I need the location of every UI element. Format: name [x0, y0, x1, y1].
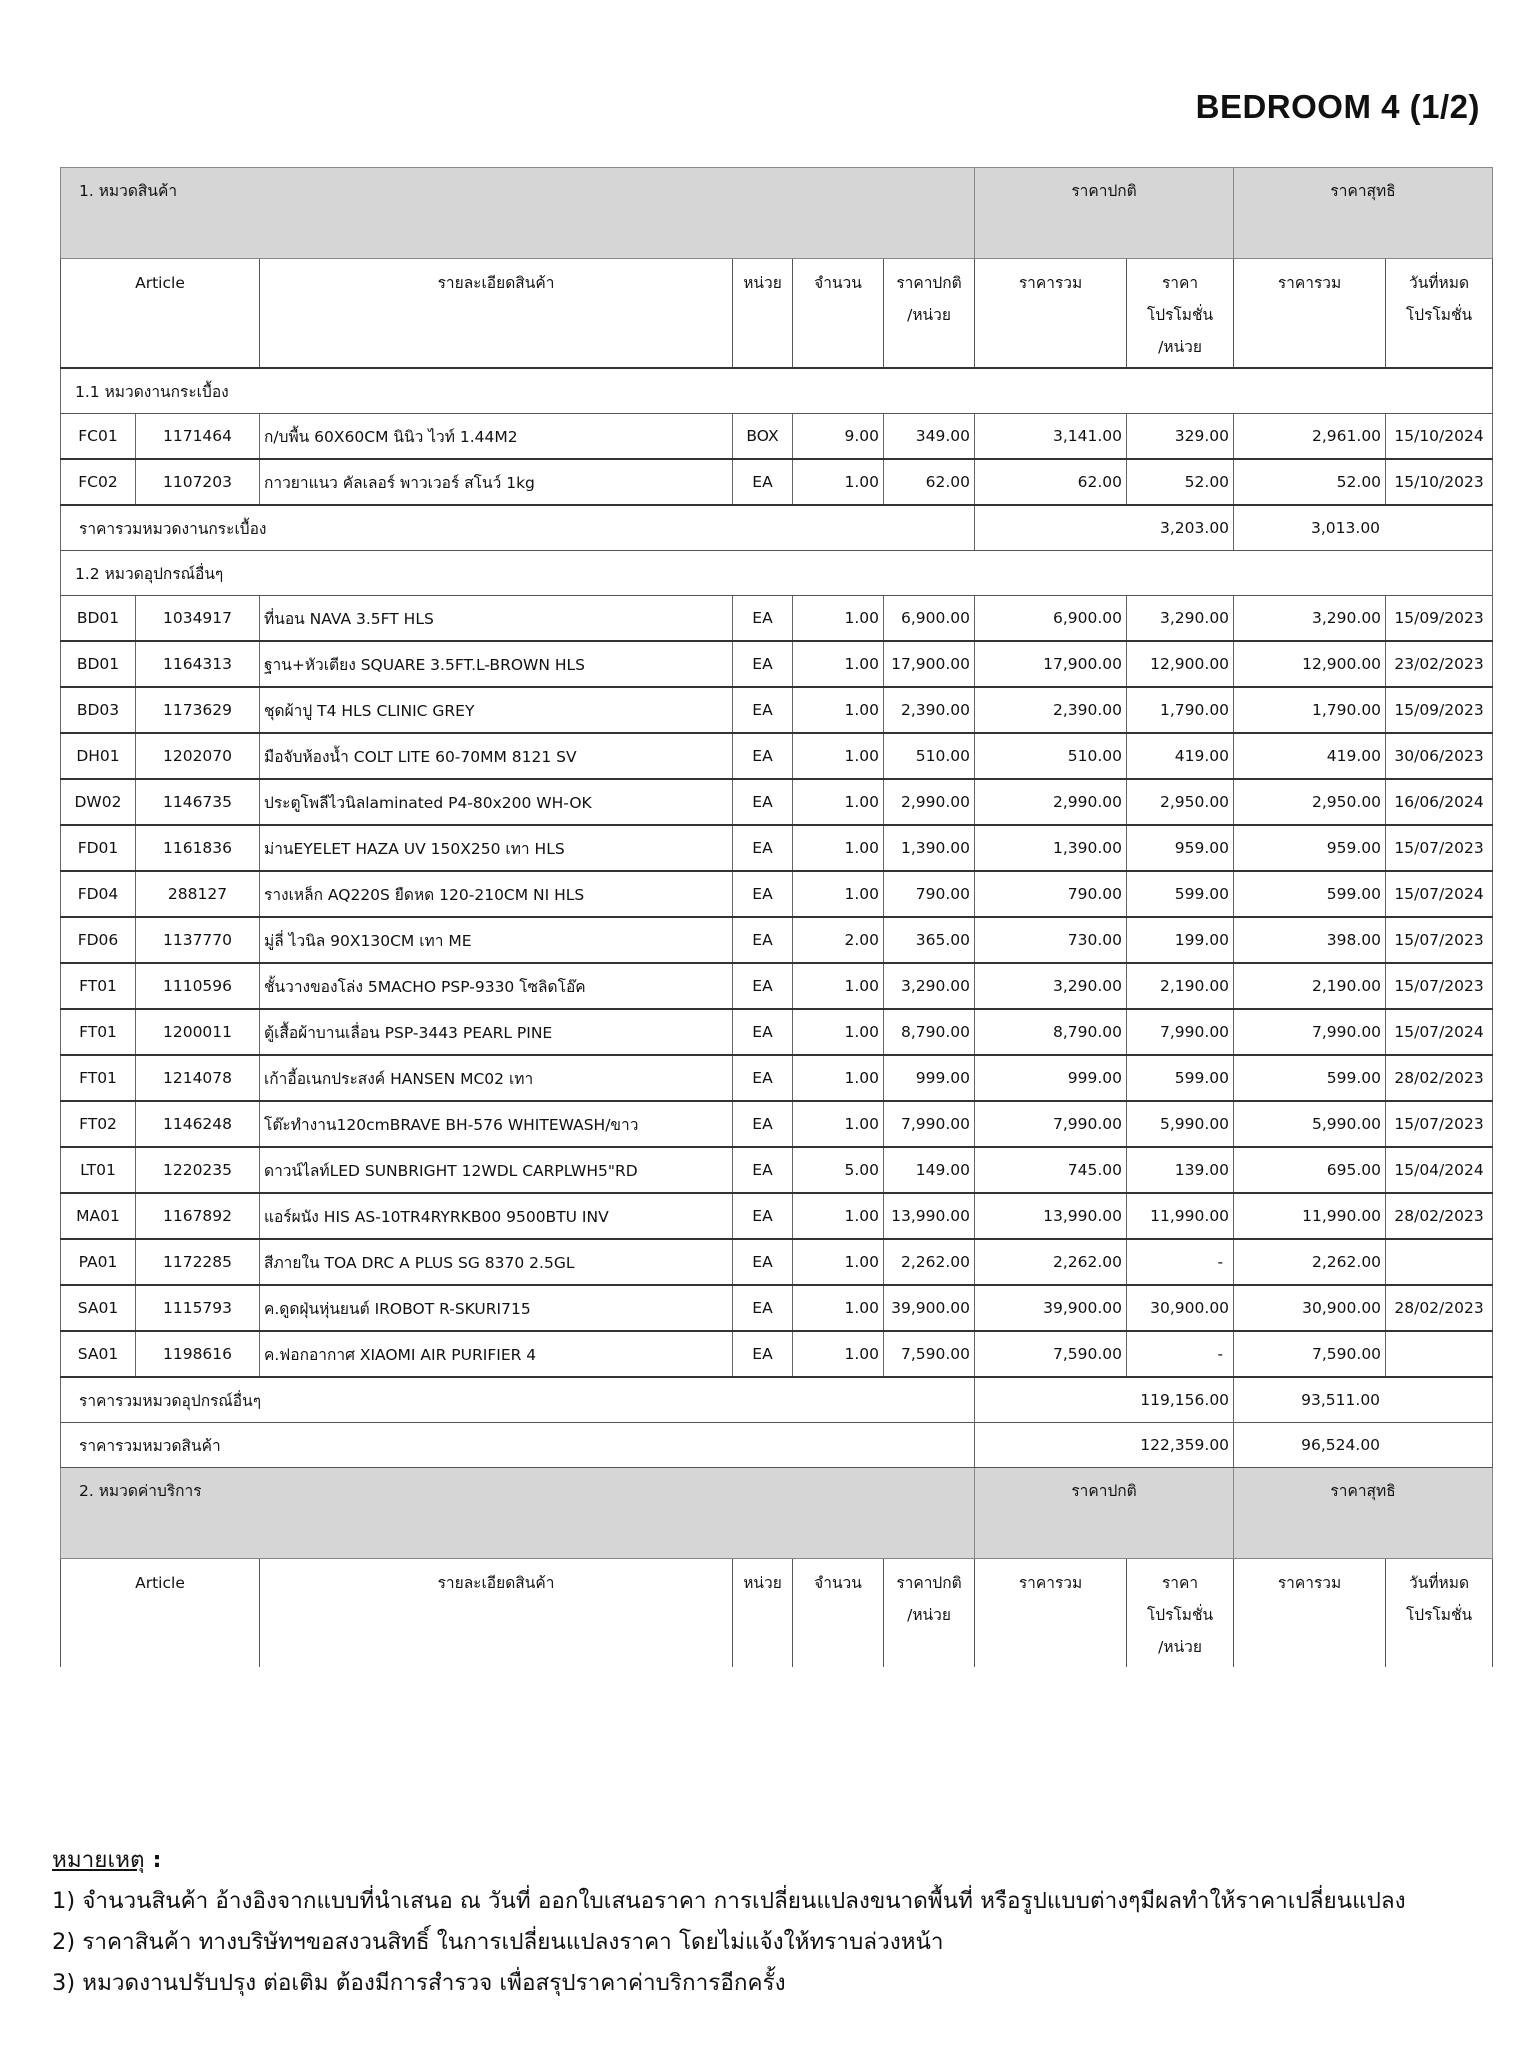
col-article: Article — [61, 259, 260, 369]
item-description: ค.ดูดฝุ่นหุ่นยนต์ IROBOT R-SKURI715 — [260, 1285, 733, 1331]
item-promo-price: 419.00 — [1127, 733, 1234, 779]
item-unit: EA — [733, 963, 793, 1009]
grand-total-row — [61, 1423, 1493, 1468]
article-number: 1220235 — [136, 1147, 260, 1193]
col-net-total: ราคารวม — [1234, 1559, 1386, 1668]
item-promo-end — [1386, 1239, 1493, 1285]
item-description: ตู้เสื้อผ้าบานเลื่อน PSP-3443 PEARL PINE — [260, 1009, 733, 1055]
item-promo-end: 15/10/2023 — [1386, 459, 1493, 505]
item-description: ค.ฟอกอากาศ XIAOMI AIR PURIFIER 4 — [260, 1331, 733, 1377]
item-description: แอร์ผนัง HIS AS-10TR4RYRKB00 9500BTU INV — [260, 1193, 733, 1239]
item-promo-price: 5,990.00 — [1127, 1101, 1234, 1147]
item-total: 790.00 — [975, 871, 1127, 917]
item-unit-price: 3,290.00 — [884, 963, 975, 1009]
item-unit: EA — [733, 459, 793, 505]
col-qty: จำนวน — [793, 259, 884, 369]
item-qty: 1.00 — [793, 459, 884, 505]
item-description: โต๊ะทำงาน120cmBRAVE BH-576 WHITEWASH/ขาว — [260, 1101, 733, 1147]
item-description: ฐาน+หัวเตียง SQUARE 3.5FT.L-BROWN HLS — [260, 641, 733, 687]
item-qty: 1.00 — [793, 1331, 884, 1377]
category-row-equipment — [61, 551, 1493, 596]
item-unit: EA — [733, 825, 793, 871]
item-unit-price: 2,262.00 — [884, 1239, 975, 1285]
item-promo-end: 15/10/2024 — [1386, 414, 1493, 460]
item-net-total: 30,900.00 — [1234, 1285, 1386, 1331]
item-unit-price: 62.00 — [884, 459, 975, 505]
item-total: 7,990.00 — [975, 1101, 1127, 1147]
item-unit: EA — [733, 779, 793, 825]
item-promo-price: 30,900.00 — [1127, 1285, 1234, 1331]
col-promo-price: ราคา โปรโมชั่น /หน่วย — [1127, 1559, 1234, 1668]
item-unit: EA — [733, 1331, 793, 1377]
col-description: รายละเอียดสินค้า — [260, 259, 733, 369]
item-promo-price: 11,990.00 — [1127, 1193, 1234, 1239]
article-number: 1202070 — [136, 733, 260, 779]
item-code: FD04 — [61, 871, 136, 917]
item-unit-price: 2,990.00 — [884, 779, 975, 825]
item-unit-price: 39,900.00 — [884, 1285, 975, 1331]
subtotal-label: ราคารวมหมวดอุปกรณ์อื่นๆ — [61, 1377, 975, 1423]
subtotal-total: 119,156.00 — [975, 1377, 1234, 1423]
article-number: 1115793 — [136, 1285, 260, 1331]
item-net-total: 11,990.00 — [1234, 1193, 1386, 1239]
item-unit-price: 13,990.00 — [884, 1193, 975, 1239]
item-description: ก/บพื้น 60X60CM นินิว ไวท์ 1.44M2 — [260, 414, 733, 460]
item-unit-price: 8,790.00 — [884, 1009, 975, 1055]
notes — [52, 1840, 1406, 2004]
item-promo-end: 15/07/2024 — [1386, 871, 1493, 917]
item-unit: EA — [733, 641, 793, 687]
item-total: 999.00 — [975, 1055, 1127, 1101]
item-promo-price: 959.00 — [1127, 825, 1234, 871]
item-qty: 1.00 — [793, 1193, 884, 1239]
item-unit: EA — [733, 917, 793, 963]
section-header-services — [61, 1468, 1493, 1559]
item-qty: 1.00 — [793, 1055, 884, 1101]
article-number: 1161836 — [136, 825, 260, 871]
item-code: FT01 — [61, 1055, 136, 1101]
col-article: Article — [61, 1559, 260, 1668]
item-unit-price: 365.00 — [884, 917, 975, 963]
item-net-total: 2,961.00 — [1234, 414, 1386, 460]
item-qty: 1.00 — [793, 871, 884, 917]
subtotal-total: 3,203.00 — [975, 505, 1234, 551]
page-title: BEDROOM 4 (1/2) — [1195, 88, 1480, 125]
net-price-heading: ราคาสุทธิ — [1234, 168, 1493, 259]
table-row — [61, 459, 1493, 505]
item-promo-end: 15/07/2023 — [1386, 825, 1493, 871]
item-unit-price: 7,590.00 — [884, 1331, 975, 1377]
item-promo-end: 15/09/2023 — [1386, 596, 1493, 642]
item-promo-end: 15/07/2024 — [1386, 1009, 1493, 1055]
col-unit: หน่วย — [733, 259, 793, 369]
item-code: MA01 — [61, 1193, 136, 1239]
column-header-row — [61, 1559, 1493, 1668]
table-row — [61, 1009, 1493, 1055]
item-qty: 1.00 — [793, 596, 884, 642]
item-code: PA01 — [61, 1239, 136, 1285]
item-promo-end: 23/02/2023 — [1386, 641, 1493, 687]
item-total: 2,262.00 — [975, 1239, 1127, 1285]
item-promo-end: 15/07/2023 — [1386, 1101, 1493, 1147]
item-promo-price: 199.00 — [1127, 917, 1234, 963]
item-code: FD01 — [61, 825, 136, 871]
item-total: 3,141.00 — [975, 414, 1127, 460]
col-promo-end: วันที่หมด โปรโมชั่น — [1386, 1559, 1493, 1668]
item-net-total: 5,990.00 — [1234, 1101, 1386, 1147]
note-item: 3) หมวดงานปรับปรุง ต่อเติม ต้องมีการสำรวจ เพื่อสรุปราคาค่าบริการอีกครั้ง — [52, 1970, 786, 1996]
article-number: 1214078 — [136, 1055, 260, 1101]
item-code: BD01 — [61, 641, 136, 687]
item-code: DH01 — [61, 733, 136, 779]
item-unit: EA — [733, 1055, 793, 1101]
item-unit-price: 349.00 — [884, 414, 975, 460]
item-code: SA01 — [61, 1331, 136, 1377]
item-qty: 1.00 — [793, 1285, 884, 1331]
item-description: ที่นอน NAVA 3.5FT HLS — [260, 596, 733, 642]
item-total: 730.00 — [975, 917, 1127, 963]
item-promo-price: 139.00 — [1127, 1147, 1234, 1193]
table-row — [61, 1147, 1493, 1193]
item-net-total: 1,790.00 — [1234, 687, 1386, 733]
article-number: 1200011 — [136, 1009, 260, 1055]
item-description: สีภายใน TOA DRC A PLUS SG 8370 2.5GL — [260, 1239, 733, 1285]
item-qty: 9.00 — [793, 414, 884, 460]
subtotal-net: 3,013.00 — [1234, 505, 1493, 551]
item-qty: 2.00 — [793, 917, 884, 963]
item-description: รางเหล็ก AQ220S ยืดหด 120-210CM NI HLS — [260, 871, 733, 917]
table-row — [61, 641, 1493, 687]
item-net-total: 398.00 — [1234, 917, 1386, 963]
table-row — [61, 733, 1493, 779]
item-code: LT01 — [61, 1147, 136, 1193]
item-unit: EA — [733, 1009, 793, 1055]
item-description: ประตูโพลีไวนิลlaminated P4-80x200 WH-OK — [260, 779, 733, 825]
item-code: FT01 — [61, 963, 136, 1009]
table-row — [61, 1239, 1493, 1285]
col-unit-price: ราคาปกติ /หน่วย — [884, 1559, 975, 1668]
item-qty: 1.00 — [793, 963, 884, 1009]
item-promo-end: 28/02/2023 — [1386, 1285, 1493, 1331]
col-net-total: ราคารวม — [1234, 259, 1386, 369]
grand-net: 96,524.00 — [1234, 1423, 1493, 1468]
item-unit: BOX — [733, 414, 793, 460]
table-row — [61, 414, 1493, 460]
article-number: 1167892 — [136, 1193, 260, 1239]
table-row — [61, 687, 1493, 733]
table-row — [61, 1331, 1493, 1377]
subtotal-label: ราคารวมหมวดงานกระเบื้อง — [61, 505, 975, 551]
item-unit: EA — [733, 871, 793, 917]
item-unit-price: 2,390.00 — [884, 687, 975, 733]
table-row — [61, 825, 1493, 871]
item-promo-end: 28/02/2023 — [1386, 1193, 1493, 1239]
item-total: 7,590.00 — [975, 1331, 1127, 1377]
item-net-total: 7,590.00 — [1234, 1331, 1386, 1377]
article-number: 1171464 — [136, 414, 260, 460]
grand-total: 122,359.00 — [975, 1423, 1234, 1468]
table-row — [61, 596, 1493, 642]
article-number: 1198616 — [136, 1331, 260, 1377]
note-item: 2) ราคาสินค้า ทางบริษัทฯขอสงวนสิทธิ์ ในการเปลี่ยนแปลงราคา โดยไม่แจ้งให้ทราบล่วงหน้า — [52, 1929, 944, 1955]
notes-heading: หมายเหตุ : — [52, 1847, 162, 1873]
item-net-total: 52.00 — [1234, 459, 1386, 505]
item-total: 3,290.00 — [975, 963, 1127, 1009]
column-header-row — [61, 259, 1493, 369]
item-unit: EA — [733, 1239, 793, 1285]
item-unit: EA — [733, 596, 793, 642]
item-description: ม่านEYELET HAZA UV 150X250 เทา HLS — [260, 825, 733, 871]
item-promo-price: 2,950.00 — [1127, 779, 1234, 825]
table-row — [61, 1101, 1493, 1147]
col-unit-price: ราคาปกติ /หน่วย — [884, 259, 975, 369]
item-promo-price: 3,290.00 — [1127, 596, 1234, 642]
article-number: 1173629 — [136, 687, 260, 733]
section-header-products — [61, 168, 1493, 259]
item-net-total: 959.00 — [1234, 825, 1386, 871]
category-row-tiles — [61, 368, 1493, 414]
item-net-total: 599.00 — [1234, 871, 1386, 917]
item-promo-end: 15/07/2023 — [1386, 917, 1493, 963]
item-promo-end: 30/06/2023 — [1386, 733, 1493, 779]
item-net-total: 599.00 — [1234, 1055, 1386, 1101]
item-unit-price: 999.00 — [884, 1055, 975, 1101]
item-code: FT01 — [61, 1009, 136, 1055]
item-total: 6,900.00 — [975, 596, 1127, 642]
subtotal-net: 93,511.00 — [1234, 1377, 1493, 1423]
col-promo-price: ราคา โปรโมชั่น /หน่วย — [1127, 259, 1234, 369]
col-total: ราคารวม — [975, 259, 1127, 369]
section-label: 2. หมวดค่าบริการ — [61, 1468, 975, 1559]
item-description: กาวยาแนว คัลเลอร์ พาวเวอร์ สโนว์ 1kg — [260, 459, 733, 505]
table-row — [61, 917, 1493, 963]
item-unit-price: 6,900.00 — [884, 596, 975, 642]
item-code: SA01 — [61, 1285, 136, 1331]
category-label: 1.1 หมวดงานกระเบื้อง — [61, 368, 1493, 414]
item-net-total: 419.00 — [1234, 733, 1386, 779]
item-promo-price: 52.00 — [1127, 459, 1234, 505]
item-code: FC01 — [61, 414, 136, 460]
item-unit-price: 1,390.00 — [884, 825, 975, 871]
item-qty: 1.00 — [793, 1101, 884, 1147]
item-promo-price: 599.00 — [1127, 871, 1234, 917]
item-promo-price: 329.00 — [1127, 414, 1234, 460]
item-promo-price: 599.00 — [1127, 1055, 1234, 1101]
item-unit-price: 149.00 — [884, 1147, 975, 1193]
item-promo-price: 1,790.00 — [1127, 687, 1234, 733]
item-net-total: 12,900.00 — [1234, 641, 1386, 687]
article-number: 1110596 — [136, 963, 260, 1009]
item-description: ชั้นวางของโล่ง 5MACHO PSP-9330 โซลิดโอ๊ค — [260, 963, 733, 1009]
item-promo-end: 16/06/2024 — [1386, 779, 1493, 825]
article-number: 1164313 — [136, 641, 260, 687]
item-code: FD06 — [61, 917, 136, 963]
item-promo-price: 12,900.00 — [1127, 641, 1234, 687]
item-total: 1,390.00 — [975, 825, 1127, 871]
item-code: BD03 — [61, 687, 136, 733]
item-total: 13,990.00 — [975, 1193, 1127, 1239]
item-unit: EA — [733, 1285, 793, 1331]
article-number: 1137770 — [136, 917, 260, 963]
regular-price-heading: ราคาปกติ — [975, 168, 1234, 259]
item-description: ชุดผ้าปู T4 HLS CLINIC GREY — [260, 687, 733, 733]
item-description: มู่ลี่ ไวนิล 90X130CM เทา ME — [260, 917, 733, 963]
item-promo-end: 15/07/2023 — [1386, 963, 1493, 1009]
col-total: ราคารวม — [975, 1559, 1127, 1668]
item-total: 2,390.00 — [975, 687, 1127, 733]
subtotal-row-tiles — [61, 505, 1493, 551]
article-number: 288127 — [136, 871, 260, 917]
item-total: 39,900.00 — [975, 1285, 1127, 1331]
item-code: FT02 — [61, 1101, 136, 1147]
item-net-total: 2,950.00 — [1234, 779, 1386, 825]
item-unit-price: 7,990.00 — [884, 1101, 975, 1147]
subtotal-row-equipment — [61, 1377, 1493, 1423]
item-qty: 1.00 — [793, 1009, 884, 1055]
item-promo-end — [1386, 1331, 1493, 1377]
item-total: 745.00 — [975, 1147, 1127, 1193]
col-unit: หน่วย — [733, 1559, 793, 1668]
item-unit: EA — [733, 1193, 793, 1239]
table-row — [61, 871, 1493, 917]
item-description: ดาวน์ไลท์LED SUNBRIGHT 12WDL CARPLWH5"RD — [260, 1147, 733, 1193]
table-row — [61, 963, 1493, 1009]
table-row — [61, 1193, 1493, 1239]
item-unit: EA — [733, 1147, 793, 1193]
item-net-total: 7,990.00 — [1234, 1009, 1386, 1055]
item-qty: 1.00 — [793, 733, 884, 779]
article-number: 1107203 — [136, 459, 260, 505]
item-promo-end: 15/04/2024 — [1386, 1147, 1493, 1193]
item-qty: 1.00 — [793, 825, 884, 871]
item-promo-end: 15/09/2023 — [1386, 687, 1493, 733]
article-number: 1172285 — [136, 1239, 260, 1285]
section-label: 1. หมวดสินค้า — [61, 168, 975, 259]
table-row — [61, 779, 1493, 825]
item-total: 510.00 — [975, 733, 1127, 779]
article-number: 1034917 — [136, 596, 260, 642]
item-net-total: 695.00 — [1234, 1147, 1386, 1193]
item-unit-price: 17,900.00 — [884, 641, 975, 687]
article-number: 1146735 — [136, 779, 260, 825]
item-promo-end: 28/02/2023 — [1386, 1055, 1493, 1101]
item-code: DW02 — [61, 779, 136, 825]
item-total: 62.00 — [975, 459, 1127, 505]
net-price-heading: ราคาสุทธิ — [1234, 1468, 1493, 1559]
category-label: 1.2 หมวดอุปกรณ์อื่นๆ — [61, 551, 1493, 596]
item-description: เก้าอี้อเนกประสงค์ HANSEN MC02 เทา — [260, 1055, 733, 1101]
regular-price-heading: ราคาปกติ — [975, 1468, 1234, 1559]
item-net-total: 2,190.00 — [1234, 963, 1386, 1009]
item-code: FC02 — [61, 459, 136, 505]
item-net-total: 3,290.00 — [1234, 596, 1386, 642]
item-unit: EA — [733, 733, 793, 779]
item-promo-price: 2,190.00 — [1127, 963, 1234, 1009]
item-net-total: 2,262.00 — [1234, 1239, 1386, 1285]
item-total: 17,900.00 — [975, 641, 1127, 687]
item-qty: 1.00 — [793, 1239, 884, 1285]
item-code: BD01 — [61, 596, 136, 642]
item-unit: EA — [733, 687, 793, 733]
table-row — [61, 1055, 1493, 1101]
table-row — [61, 1285, 1493, 1331]
note-item: 1) จำนวนสินค้า อ้างอิงจากแบบที่นำเสนอ ณ วันที่ ออกใบเสนอราคา การเปลี่ยนแปลงขนาดพื้นที่ หรือรูปแบบต่างๆมีผลทำให้ราคาเปลี่ยนแปลง — [52, 1888, 1406, 1914]
item-promo-price: - — [1127, 1331, 1234, 1377]
item-qty: 1.00 — [793, 687, 884, 733]
item-promo-price: 7,990.00 — [1127, 1009, 1234, 1055]
item-unit-price: 510.00 — [884, 733, 975, 779]
item-qty: 1.00 — [793, 641, 884, 687]
item-unit: EA — [733, 1101, 793, 1147]
col-qty: จำนวน — [793, 1559, 884, 1668]
item-unit-price: 790.00 — [884, 871, 975, 917]
item-total: 2,990.00 — [975, 779, 1127, 825]
item-qty: 1.00 — [793, 779, 884, 825]
article-number: 1146248 — [136, 1101, 260, 1147]
item-qty: 5.00 — [793, 1147, 884, 1193]
col-promo-end: วันที่หมด โปรโมชั่น — [1386, 259, 1493, 369]
grand-total-label: ราคารวมหมวดสินค้า — [61, 1423, 975, 1468]
item-promo-price: - — [1127, 1239, 1234, 1285]
quotation-table — [60, 167, 1493, 1667]
col-description: รายละเอียดสินค้า — [260, 1559, 733, 1668]
item-description: มือจับห้องน้ำ COLT LITE 60-70MM 8121 SV — [260, 733, 733, 779]
item-total: 8,790.00 — [975, 1009, 1127, 1055]
